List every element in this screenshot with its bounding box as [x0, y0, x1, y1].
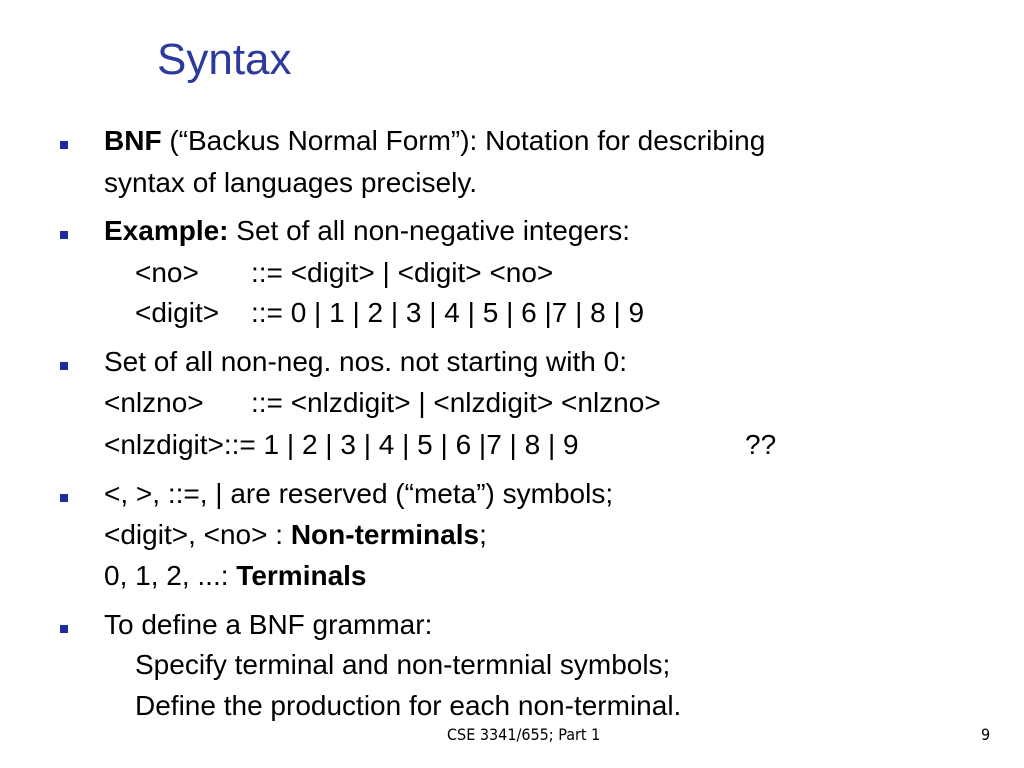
bullet-example-line1	[104, 217, 630, 245]
bullet-meta-line1: <, >, ::=, | are reserved (“meta”) symbols;	[104, 478, 614, 509]
bnf-definition: (“Backus Normal Form”): Notation for describing	[161, 125, 766, 156]
bullet-meta-line3	[104, 562, 367, 590]
nonterminal-examples: <digit>, <no> :	[104, 519, 291, 550]
bullet-bnf-line1	[104, 127, 765, 155]
terminal-examples: 0, 1, 2, ...:	[104, 560, 237, 591]
bullet-define-line3: Define the production for each non-terminal.	[135, 690, 682, 721]
bullet-define-line1: To define a BNF grammar:	[104, 609, 433, 640]
bullet-marker	[60, 141, 68, 149]
bullet-marker	[60, 625, 68, 633]
example-text: Set of all non-negative integers:	[228, 215, 631, 246]
bullet-marker	[60, 362, 68, 370]
bullet-marker	[60, 494, 68, 502]
rule-no-rhs: ::= <digit> | <digit> <no>	[251, 257, 554, 288]
bnf-term: BNF	[104, 125, 162, 156]
rule-digit-rhs: ::= 0 | 1 | 2 | 3 | 4 | 5 | 6 |7 | 8 | 9	[251, 297, 645, 328]
bullet-define-line2: Specify terminal and non-termnial symbols;	[135, 649, 671, 680]
rule-digit-lhs: <digit>	[135, 297, 220, 328]
terminals-term: Terminals	[236, 560, 367, 591]
rule-no-lhs: <no>	[135, 257, 199, 288]
nonterminals-punct: ;	[479, 519, 487, 550]
question-marks: ??	[745, 429, 777, 460]
example-term: Example:	[104, 215, 229, 246]
footer-course: CSE 3341/655; Part 1	[447, 725, 601, 744]
footer-page-number: 9	[981, 725, 991, 744]
rule-nlzno-rhs: ::= <nlzdigit> | <nlzdigit> <nlzno>	[251, 387, 661, 418]
slide-title: Syntax	[157, 35, 292, 84]
bullet-bnf-line2: syntax of languages precisely.	[104, 167, 478, 198]
bullet-meta-line2	[104, 521, 487, 549]
rule-nlzno-lhs: <nlzno>	[104, 387, 204, 418]
bullet-marker	[60, 231, 68, 239]
nonterminals-term: Non-terminals	[290, 519, 480, 550]
bullet-nlz-line1: Set of all non-neg. nos. not starting with 0:	[104, 346, 627, 377]
rule-nlzdigit: <nlzdigit>::= 1 | 2 | 3 | 4 | 5 | 6 |7 | 8 | 9	[104, 429, 579, 460]
